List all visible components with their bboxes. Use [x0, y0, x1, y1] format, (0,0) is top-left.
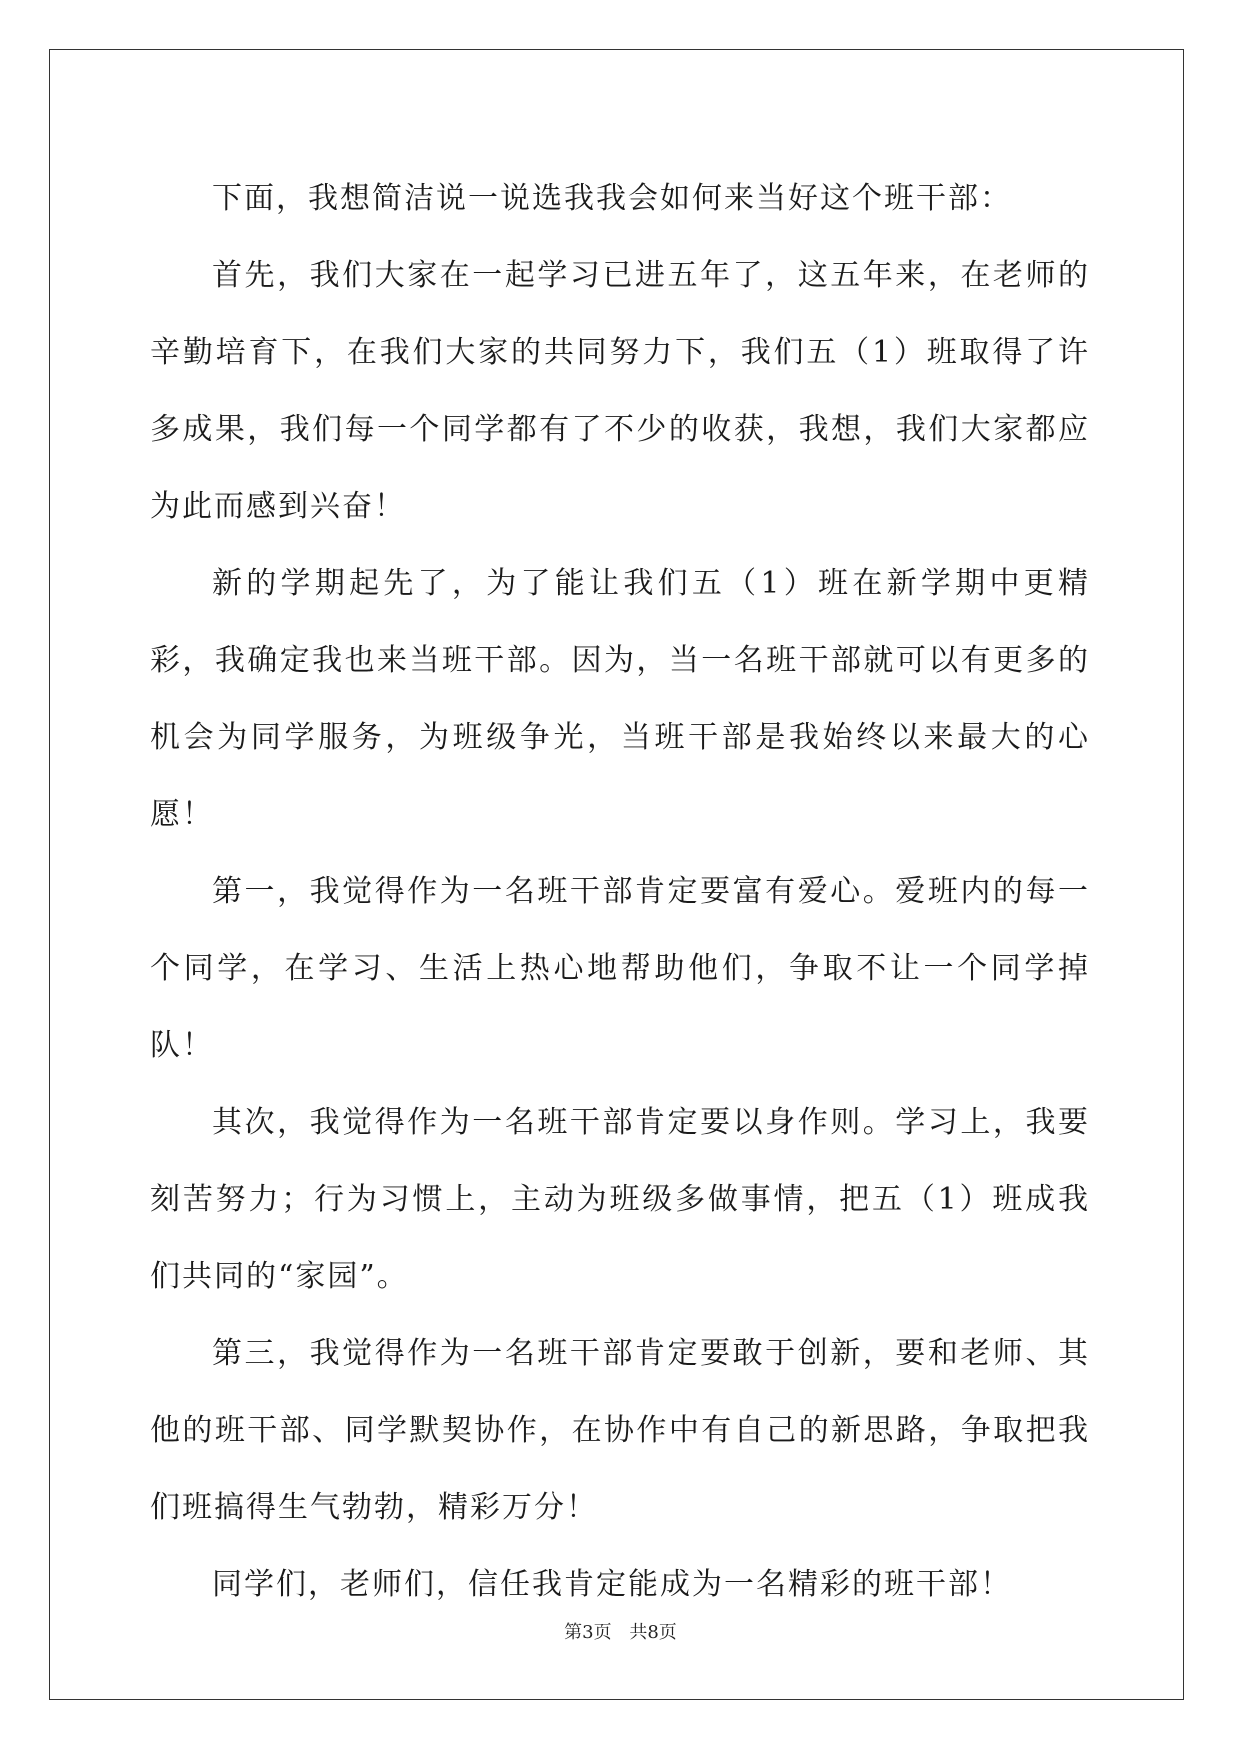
paragraph-3: 新的学期起先了，为了能让我们五（1）班在新学期中更精彩，我确定我也来当班干部。因为，当一名班干部就可以有更多的机会为同学服务，为班级争光，当班干部是我始终以来最大的心愿！ [150, 566, 1090, 832]
document-body [150, 160, 1090, 1623]
paragraph-1: 下面，我想简洁说一说选我我会如何来当好这个班干部： [212, 181, 1012, 216]
page-number-current: 第3页 [564, 1622, 612, 1643]
page-footer [0, 1618, 1241, 1644]
paragraph-6: 第三，我觉得作为一名班干部肯定要敢于创新，要和老师、其他的班干部、同学默契协作，在协作中有自己的新思路，争取把我们班搞得生气勃勃，精彩万分！ [150, 1336, 1090, 1525]
paragraph-5: 其次，我觉得作为一名班干部肯定要以身作则。学习上，我要刻苦努力；行为习惯上，主动为班级多做事情，把五（1）班成我们共同的“家园”。 [150, 1105, 1090, 1294]
paragraph-4: 第一，我觉得作为一名班干部肯定要富有爱心。爱班内的每一个同学，在学习、生活上热心地帮助他们，争取不让一个同学掉队！ [150, 874, 1090, 1063]
paragraph-2: 首先，我们大家在一起学习已进五年了，这五年来，在老师的辛勤培育下，在我们大家的共同努力下，我们五（1）班取得了许多成果，我们每一个同学都有了不少的收获，我想，我们大家都应为此而感到兴奋！ [150, 258, 1090, 524]
paragraph-7: 同学们，老师们，信任我肯定能成为一名精彩的班干部！ [212, 1567, 1012, 1602]
page-number-total: 共8页 [629, 1622, 677, 1643]
